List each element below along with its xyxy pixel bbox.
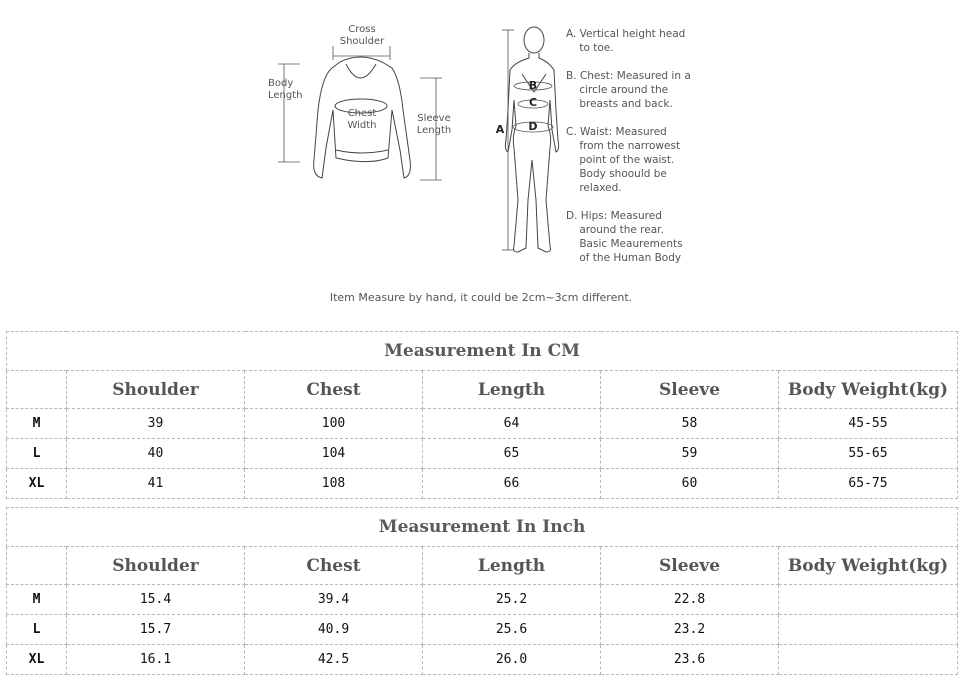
size-cell: XL <box>7 469 67 499</box>
note-b: B. Chest: Measured in a circle around the breasts and back. <box>566 70 691 110</box>
measurement-table-inch <box>6 507 958 675</box>
measurement-table-cm <box>6 331 958 499</box>
body-label-b: B <box>528 79 538 92</box>
table-header-row <box>7 547 958 585</box>
chest-width-label: Chest Width <box>347 108 377 131</box>
header-cell <box>7 547 67 585</box>
cross-shoulder-label: Cross Shoulder <box>339 24 385 47</box>
value-cell: 26.0 <box>423 645 601 675</box>
value-cell: 42.5 <box>245 645 423 675</box>
value-cell: 45-55 <box>779 409 958 439</box>
value-cell: 39 <box>67 409 245 439</box>
value-cell: 60 <box>601 469 779 499</box>
header-cell <box>7 371 67 409</box>
header-shoulder: Shoulder <box>67 371 245 409</box>
value-cell: 23.6 <box>601 645 779 675</box>
table-title-row <box>7 508 958 547</box>
measure-caption: Item Measure by hand, it could be 2cm~3cm different. <box>329 291 633 304</box>
header-shoulder: Shoulder <box>67 547 245 585</box>
value-cell: 15.4 <box>67 585 245 615</box>
garment-and-body-illustration <box>0 0 962 300</box>
value-cell: 25.2 <box>423 585 601 615</box>
value-cell: 65-75 <box>779 469 958 499</box>
table-title-inch: Measurement In Inch <box>7 508 958 547</box>
value-cell: 40 <box>67 439 245 469</box>
measurement-diagram <box>0 0 962 320</box>
value-cell: 39.4 <box>245 585 423 615</box>
table-row <box>7 409 958 439</box>
header-body-weight: Body Weight(kg) <box>779 371 958 409</box>
value-cell: 22.8 <box>601 585 779 615</box>
body-label-c: C <box>528 96 538 109</box>
human-body-drawing <box>505 27 558 252</box>
body-label-d: D <box>528 120 538 133</box>
value-cell: 59 <box>601 439 779 469</box>
table-row <box>7 615 958 645</box>
table-row <box>7 645 958 675</box>
header-body-weight: Body Weight(kg) <box>779 547 958 585</box>
note-d: D. Hips: Measured around the rear. Basic Meaurements of the Human Body <box>566 210 683 264</box>
size-cell: L <box>7 439 67 469</box>
table-header-row <box>7 371 958 409</box>
value-cell: 58 <box>601 409 779 439</box>
size-cell: M <box>7 585 67 615</box>
table-title-cm: Measurement In CM <box>7 332 958 371</box>
sleeve-length-label: Sleeve Length <box>416 113 452 136</box>
table-row <box>7 469 958 499</box>
note-c: C. Waist: Measured from the narrowest point of the waist. Body shoould be relaxed. <box>566 126 681 194</box>
body-length-label: Body Length <box>268 78 303 101</box>
value-cell <box>779 615 958 645</box>
value-cell: 41 <box>67 469 245 499</box>
size-cell: L <box>7 615 67 645</box>
value-cell <box>779 645 958 675</box>
table-row <box>7 439 958 469</box>
value-cell: 16.1 <box>67 645 245 675</box>
value-cell: 25.6 <box>423 615 601 645</box>
header-length: Length <box>423 371 601 409</box>
table-row <box>7 585 958 615</box>
note-a: A. Vertical height head to toe. <box>566 28 686 54</box>
value-cell: 104 <box>245 439 423 469</box>
table-title-row <box>7 332 958 371</box>
size-cell: M <box>7 409 67 439</box>
header-chest: Chest <box>245 547 423 585</box>
value-cell: 64 <box>423 409 601 439</box>
value-cell: 100 <box>245 409 423 439</box>
size-cell: XL <box>7 645 67 675</box>
value-cell <box>779 585 958 615</box>
value-cell: 23.2 <box>601 615 779 645</box>
header-length: Length <box>423 547 601 585</box>
value-cell: 40.9 <box>245 615 423 645</box>
value-cell: 65 <box>423 439 601 469</box>
value-cell: 66 <box>423 469 601 499</box>
header-sleeve: Sleeve <box>601 547 779 585</box>
body-label-a: A <box>495 123 505 136</box>
value-cell: 55-65 <box>779 439 958 469</box>
value-cell: 108 <box>245 469 423 499</box>
header-sleeve: Sleeve <box>601 371 779 409</box>
header-chest: Chest <box>245 371 423 409</box>
value-cell: 15.7 <box>67 615 245 645</box>
